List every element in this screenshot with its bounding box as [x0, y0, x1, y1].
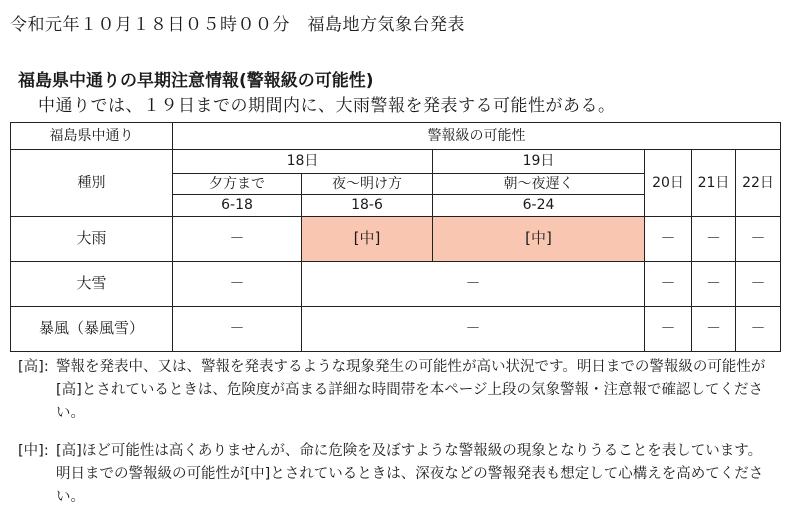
value-cell: － [692, 217, 736, 262]
period-2-name: 夜～明け方 [302, 174, 433, 195]
value-cell: － [173, 262, 302, 307]
type-header-cell: 種別 [11, 150, 173, 217]
type-cell: 暴風（暴風雪） [11, 307, 173, 352]
note-tag: [高]: [18, 359, 49, 375]
table-row-heavy-rain [11, 217, 781, 262]
period-3-hours: 6-24 [433, 195, 645, 217]
value-cell: － [692, 262, 736, 307]
forecast-table [10, 122, 781, 352]
value-cell-highlight: [中] [433, 217, 645, 262]
note-tag: [中]: [18, 443, 49, 459]
date-21-header: 21日 [692, 150, 736, 217]
note-high [18, 356, 768, 425]
date-19-header: 19日 [433, 150, 645, 174]
period-1-name: 夕方まで [173, 174, 302, 195]
notice-summary: 中通りでは、１９日までの期間内に、大雨警報を発表する可能性がある。 [38, 96, 616, 116]
possibility-header-cell: 警報級の可能性 [173, 123, 781, 150]
value-cell: － [302, 307, 645, 352]
value-cell: － [645, 262, 692, 307]
value-cell-highlight: [中] [302, 217, 433, 262]
date-22-header: 22日 [736, 150, 781, 217]
date-20-header: 20日 [645, 150, 692, 217]
table-row-storm [11, 307, 781, 352]
note-text: 警報を発表中、又は、警報を発表するような現象発生の可能性が高い状況です。明日までの警報級の可能性が[高]とされているときは、危険度が高まる詳細な時間帯を本ページ上段の気象警報・注意報で確認してください。 [56, 359, 766, 421]
type-cell: 大雪 [11, 262, 173, 307]
note-medium [18, 440, 768, 509]
issued-line: 令和元年１０月１８日０５時００分 福島地方気象台発表 [10, 15, 465, 35]
value-cell: － [173, 307, 302, 352]
value-cell: － [736, 307, 781, 352]
value-cell: － [736, 262, 781, 307]
value-cell: － [645, 307, 692, 352]
type-cell: 大雨 [11, 217, 173, 262]
period-1-hours: 6-18 [173, 195, 302, 217]
notice-title: 福島県中通りの早期注意情報(警報級の可能性) [18, 71, 374, 91]
value-cell: － [645, 217, 692, 262]
period-2-hours: 18-6 [302, 195, 433, 217]
value-cell: － [173, 217, 302, 262]
area-label-cell: 福島県中通り [11, 123, 173, 150]
date-18-header: 18日 [173, 150, 433, 174]
period-3-name: 朝～夜遅く [433, 174, 645, 195]
table-row-heavy-snow [11, 262, 781, 307]
value-cell: － [302, 262, 645, 307]
note-text: [高]ほど可能性は高くありませんが、命に危険を及ぼすような警報級の現象となりうることを表しています。明日までの警報級の可能性が[中]とされているときは、深夜などの警報発表も想定して心構えを高めてください。 [56, 443, 764, 505]
value-cell: － [736, 217, 781, 262]
value-cell: － [692, 307, 736, 352]
